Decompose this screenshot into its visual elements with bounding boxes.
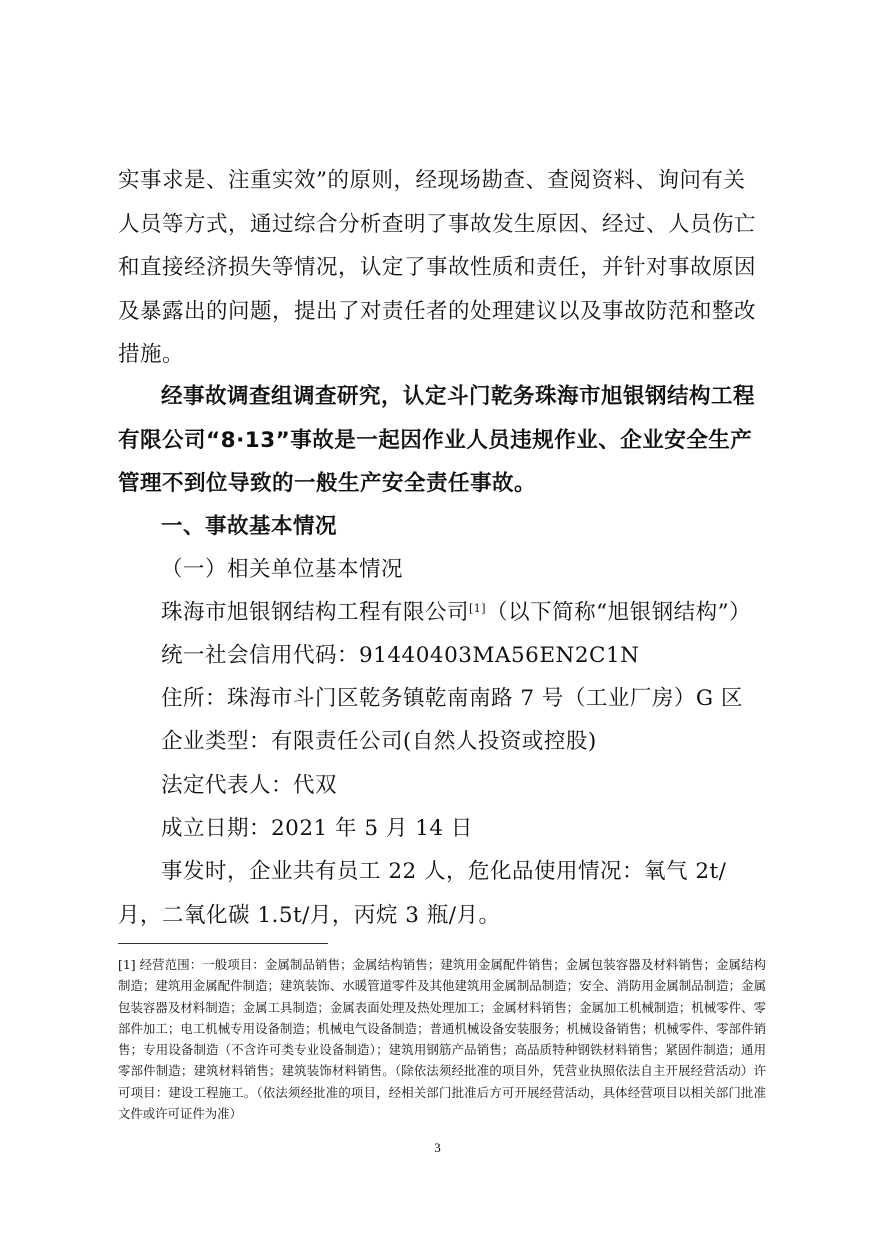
company-established-date: 成立日期：2021 年 5 月 14 日: [161, 816, 473, 841]
company-name-line: [118, 591, 809, 635]
company-abbreviation: （以下简称“旭银钢结构”）: [486, 600, 752, 625]
company-legal-representative: 法定代表人：代双: [161, 773, 338, 798]
footnote-reference[interactable]: [1]: [469, 602, 487, 615]
footnote-divider: [118, 943, 328, 944]
page-number: 3: [434, 1140, 441, 1155]
company-type: 企业类型：有限责任公司(自然人投资或控股): [161, 729, 597, 754]
paragraph-staff-and-chemicals: 事发时，企业共有员工 22 人，危化品使用情况：氧气 2t/月，二氧化碳 1.5t/月，丙烷 3 瓶/月。: [118, 859, 727, 928]
company-name: 珠海市旭银钢结构工程有限公司: [161, 600, 470, 625]
heading-related-units: （一）相关单位基本情况: [161, 557, 404, 582]
company-credit-code: 统一社会信用代码：91440403MA56EN2C1N: [161, 643, 640, 668]
paragraph-investigation-method: 实事求是、注重实效”的原则，经现场勘查、查阅资料、询问有关人员等方式，通过综合分析查明了事故发生原因、经过、人员伤亡和直接经济损失等情况，认定了事故性质和责任，并针对事故原因及暴露出的问题，提出了对责任者的处理建议以及事故防范和整改措施。: [118, 168, 757, 367]
footnote-business-scope: [1] 经营范围：一般项目：金属制品销售；金属结构销售；建筑用金属配件销售；金属包装容器及材料销售；金属结构制造；建筑用金属配件制造；建筑装饰、水暖管道零件及其他建筑用金属制品制造；安全、消防用金属制品制造；金属包装容器及材料制造；金属工具制造；金属表面处理及热处理加工；金属材料销售；金属加工机械制造；机械零件、零部件加工；电工机械专用设备制造；机械电气设备制造；普通机械设备安装服务；机械设备销售；机械零件、零部件销售；专用设备制造（不含许可类专业设备制造）；建筑用钢筋产品销售；高品质特种钢铁材料销售；紧固件制造；通用零部件制造；建筑材料销售；建筑装饰材料销售。（除依法须经批准的项目外，凭营业执照依法自主开展经营活动）许可项目：建设工程施工。（依法须经批准的项目，经相关部门批准后方可开展经营活动，具体经营项目以相关部门批准文件或许可证件为准）: [118, 957, 766, 1122]
company-address: 住所：珠海市斗门区乾务镇乾南南路 7 号（工业厂房）G 区: [161, 686, 743, 711]
paragraph-accident-determination: 经事故调查组调查研究，认定斗门乾务珠海市旭银钢结构工程有限公司“8·13”事故是一起因作业人员违规作业、企业安全生产管理不到位导致的一般生产安全责任事故。: [118, 384, 756, 496]
heading-accident-basic-info: 一、事故基本情况: [161, 514, 338, 539]
